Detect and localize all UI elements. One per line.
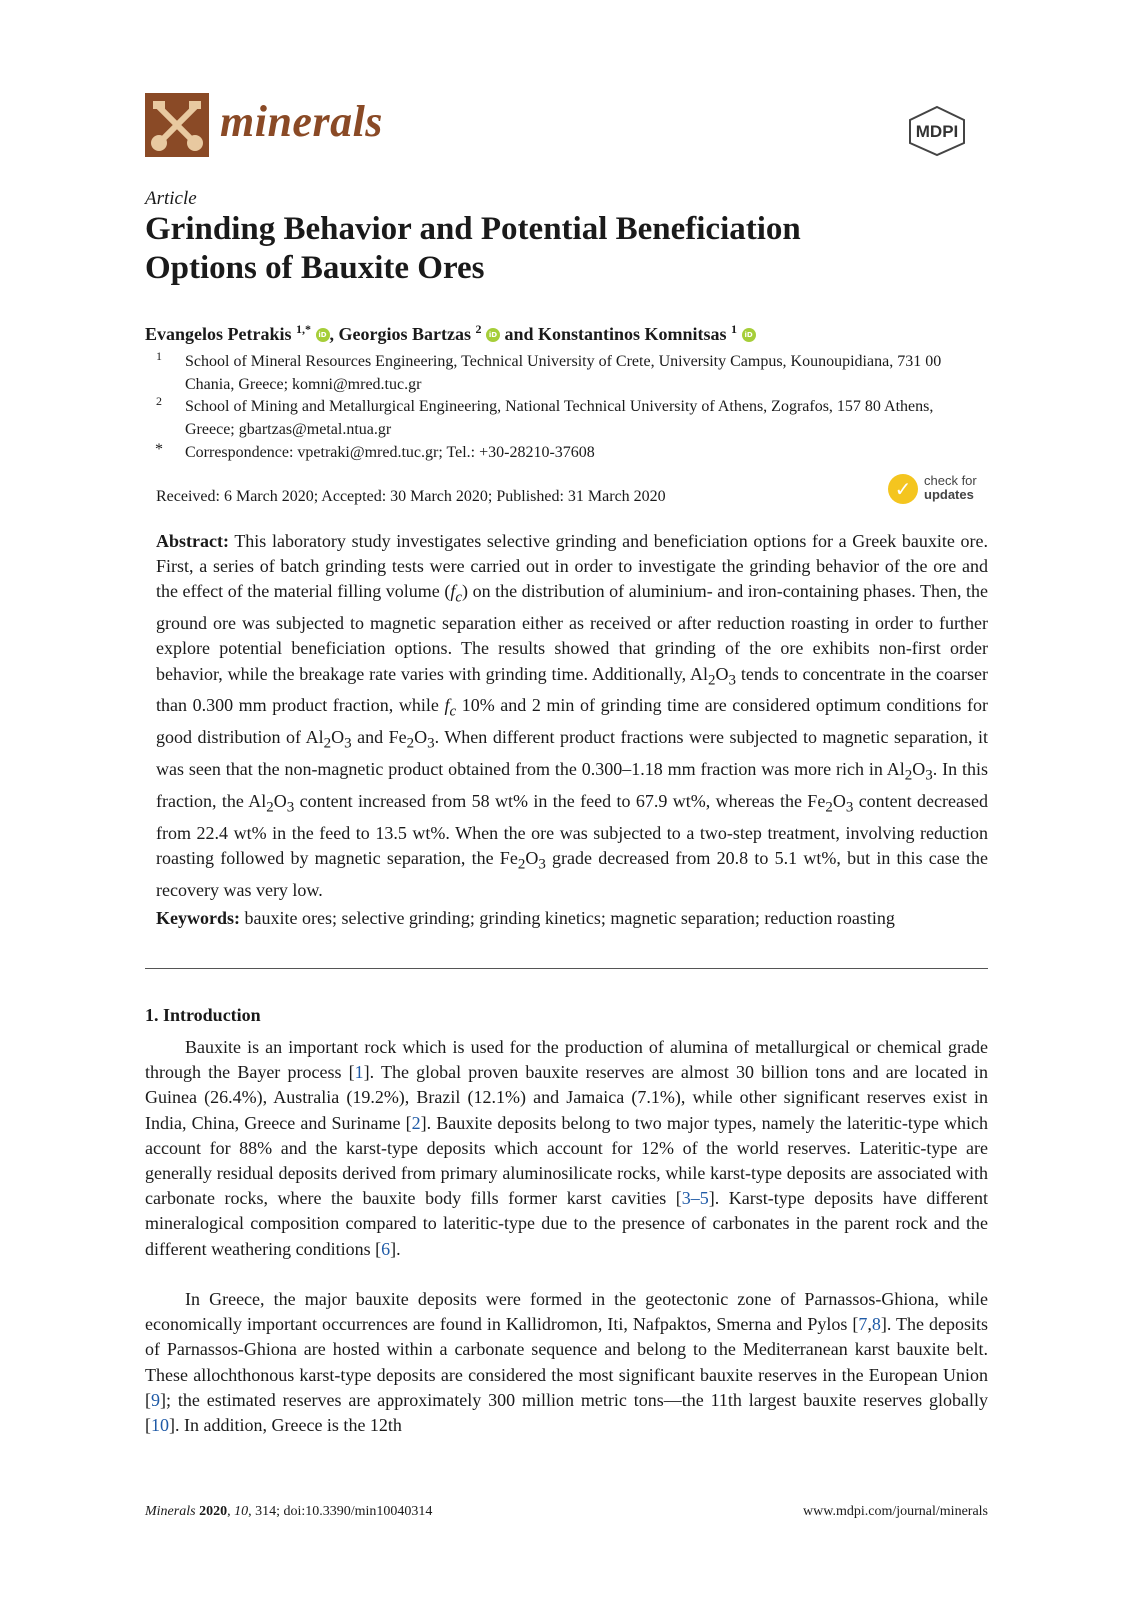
abstract-label: Abstract: [156, 531, 229, 551]
journal-name: minerals [220, 97, 383, 146]
footer-citation: Minerals 2020, 10, 314; doi:10.3390/min10040314 [145, 1504, 433, 1519]
journal-logo-icon [145, 93, 209, 157]
citation-link[interactable]: 2 [411, 1112, 421, 1133]
orcid-icon[interactable]: iD [742, 328, 756, 342]
body-paragraph: Bauxite is an important rock which is used for the production of alumina of metallurgical or chemical grade through the Bayer process [1]. The global proven bauxite reserves are almost 30 billion tons and are located in Guinea (26.4%), Australia (19.2%), Brazil (12.1%) and Jamaica (7.1%), while other significant reserves exist in India, China, Greece and Suriname [2]. Bauxite deposits belong to two major types, namely the lateritic-type which account for 88% and the karst-type deposits which account for 12% of the world reserves. Lateritic-type are generally residual deposits derived from primary aluminosilicate rocks, while karst-type deposits are associated with carbonate rocks, where the bauxite body fills former karst cavities [3–5]. Karst-type deposits have different mineralogical composition compared to lateritic-type due to the presence of carbonates in the parent rock and the different weathering conditions [6]. [145, 1037, 988, 1259]
correspondence: Correspondence: vpetraki@mred.tuc.gr; Tel.: +30-28210-37608 [185, 444, 595, 461]
author-name[interactable]: Evangelos Petrakis [145, 324, 292, 344]
article-title-line2: Options of Bauxite Ores [145, 250, 485, 286]
author-affiliation-mark: 1 [731, 322, 738, 336]
correspondence-mark: * [155, 441, 163, 458]
abstract: Abstract: This laboratory study investigates selective grinding and beneficiation options for a Greek bauxite ore. First, a series of batch grinding tests were carried out in order to investigate the grinding behavior of the ore and the effect of the material filling volume $(f_c)$ on the distribution of aluminium- and iron-containing phases. Then, the ground ore was subjected to magnetic separation either as received or after reduction roasting in order to further explore potential beneficiation options. The results showed that grinding of the ore exhibits non-first order behavior, while the breakage rate varies with grinding time. Additionally, $Al_2O_3$ tends to concentrate in the coarser than 0.300 mm product fraction, while $f_c$ 10% and 2 min of grinding time are considered optimum conditions for good distribution of $Al_2O_3$ and $Fe_2O_3$. When different product fractions were subjected to magnetic separation, it was seen that the non-magnetic product obtained from the 0.300–1.18 mm fraction was more rich in $Al_2O_3$. In this fraction, the $Al_2O_3$ content increased from 58 wt% in the feed to 67.9 wt%, whereas the $Fe_2O_3$ content decreased from 22.4 wt% in the feed to 13.5 wt%. When the ore was subjected to a two-step treatment, involving reduction roasting followed by magnetic separation, the $Fe_2O_3$ grade decreased from 20.8 to 5.1 wt%, but in this case the recovery was very low. [156, 531, 989, 900]
article-title-line1: Grinding Behavior and Potential Beneficiation [145, 211, 801, 247]
check-updates-label: check for updates [924, 473, 977, 502]
affiliation-mark: 2 [156, 394, 162, 408]
citation-link[interactable]: 7 [858, 1314, 868, 1335]
section-heading: 1. Introduction [145, 1005, 261, 1025]
author-affiliation-mark: 1,* [296, 322, 311, 336]
affiliation-mark: 1 [156, 349, 162, 363]
article-title [145, 210, 1005, 288]
publication-dates: Received: 6 March 2020; Accepted: 30 March 2020; Published: 31 March 2020 [156, 488, 666, 505]
citation-link[interactable]: 1 [354, 1062, 364, 1083]
keywords-label: Keywords: [156, 908, 240, 928]
citation-link[interactable]: 8 [871, 1314, 881, 1335]
citation-link[interactable]: 3–5 [681, 1188, 709, 1209]
author-affiliation-mark: 2 [475, 322, 482, 336]
author-name[interactable]: Konstantinos Komnitsas [538, 324, 727, 344]
citation-link[interactable]: 10 [151, 1415, 169, 1436]
author-name[interactable]: Georgios Bartzas [338, 324, 471, 344]
article-type: Article [145, 188, 197, 209]
keywords: Keywords: bauxite ores; selective grinding; grinding kinetics; magnetic separation; reduction roasting [156, 908, 895, 928]
check-for-updates-button[interactable] [888, 474, 988, 510]
affiliation: School of Mineral Resources Engineering, Technical University of Crete, University Campus, Kounoupidiana, 731 00 Chania, Greece; komni@mred.tuc.gr [185, 353, 942, 393]
affiliation: School of Mining and Metallurgical Engineering, National Technical University of Athens, Zografos, 157 80 Athens, Greece; gbartzas@metal.ntua.gr [185, 398, 934, 438]
mdpi-logo-icon [906, 105, 968, 162]
journal-url-link[interactable]: www.mdpi.com/journal/minerals [803, 1504, 988, 1519]
orcid-icon[interactable]: iD [316, 328, 330, 342]
orcid-icon[interactable]: iD [486, 328, 500, 342]
citation-link[interactable]: 9 [151, 1389, 160, 1410]
mdpi-logo-text: MDPI [915, 122, 959, 141]
body-paragraph: In Greece, the major bauxite deposits were formed in the geotectonic zone of Parnassos-Ghiona, while economically important occurrences are found in Kallidromon, Iti, Nafpaktos, Smerna and Pylos [7,8]. The deposits of Parnassos-Ghiona are hosted within a carbonate sequence and belong to the Mediterranean karst bauxite belt. These allochthonous karst-type deposits are considered the most significant bauxite reserves in the European Union [9]; the estimated reserves are approximately 300 million metric tons—the 11th largest bauxite reserves globally [10]. In addition, Greece is the 12th [145, 1289, 988, 1436]
checkmark-icon: ✓ [894, 477, 912, 501]
citation-link[interactable]: 6 [381, 1238, 391, 1259]
section-divider [145, 968, 988, 969]
author-list: Evangelos Petrakis $^{1,*}$ iD , Georgios Bartzas $^2$ iD and Konstantinos Komnitsas $^1$ iD [145, 322, 756, 345]
